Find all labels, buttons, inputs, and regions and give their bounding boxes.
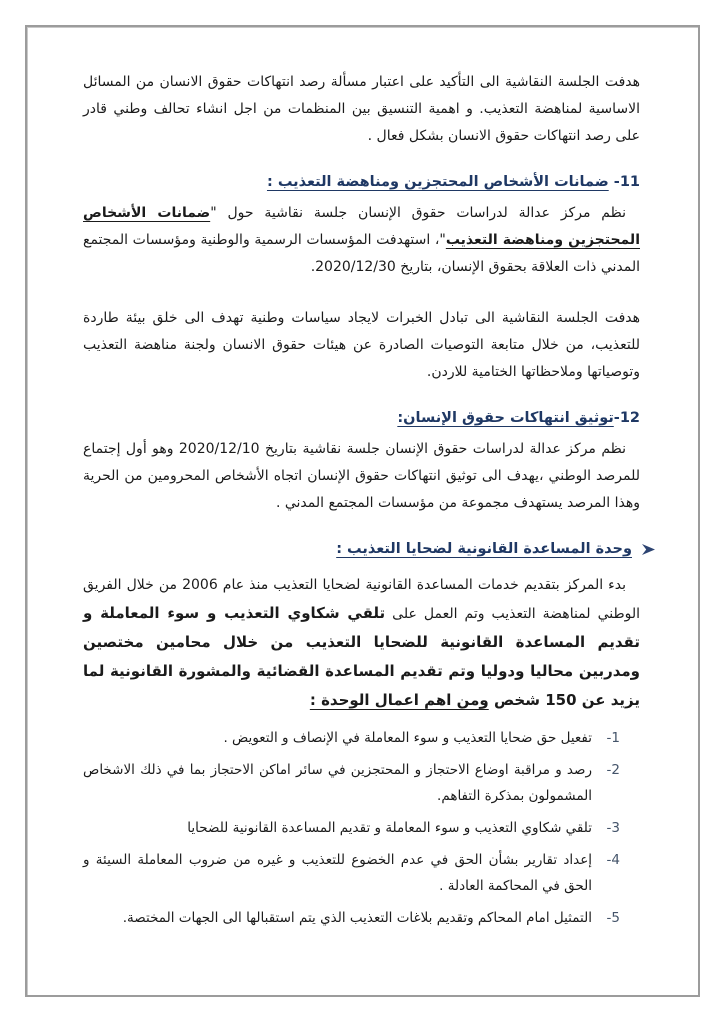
section-11-number: 11-: [613, 174, 640, 190]
section-12-number: 12-: [613, 410, 640, 426]
legal-aid-unit-paragraph: [83, 571, 640, 715]
list-item-text: رصد و مراقبة اوضاع الاحتجاز و المحتجزين في سائر اماكن الاحتجاز بما في ذلك الاشخاص المشمولون بمذكرة التفاهم.: [83, 762, 592, 804]
section-11-paragraph-1: [83, 200, 640, 281]
list-item-number: 1-: [606, 730, 620, 746]
list-item-text: إعداد تقارير بشأن الحق في عدم الخضوع للتعذيب و غيره من ضروب المعاملة السيئة و الحق في المحاكمة العادلة .: [83, 852, 592, 894]
unit-works-list: [83, 725, 620, 931]
section-11-title: ضمانات الأشخاص المحتجزين ومناهضة التعذيب :: [266, 174, 609, 190]
list-item: [83, 847, 620, 899]
page-border-frame: [25, 25, 700, 997]
list-item-number: 4-: [606, 852, 620, 868]
section-11-paragraph-1-end: "، استهدفت المؤسسات الرسمية والوطنية ومؤسسات المجتمع المدني ذات العلاقة بحقوق الإنسان، بتاريخ 2020/12/30.: [83, 232, 640, 275]
list-item-text: تفعيل حق ضحايا التعذيب و سوء المعاملة في الإنصاف و التعويض .: [223, 730, 592, 746]
list-item-number: 3-: [606, 820, 620, 836]
list-item: [83, 725, 620, 751]
document-content: [27, 27, 698, 931]
list-item: [83, 905, 620, 931]
section-11-paragraph-1-start: نظم مركز عدالة لدراسات حقوق الإنسان جلسة نقاشية حول ": [210, 205, 626, 221]
list-item: [83, 815, 620, 841]
list-item: [83, 757, 620, 809]
arrow-bullet-icon: [641, 543, 656, 556]
legal-aid-paragraph-bold: تلقي شكاوي التعذيب و سوء المعاملة و تقديم المساعدة القانونية للضحايا التعذيب من خلال محامين مختصين ومدربين محاليا ودوليا وتم تقديم المساعدة القضائية والمشورة القانونية لما يزيد عن 150 شخص: [83, 604, 640, 709]
list-item-number: 5-: [606, 910, 620, 926]
legal-aid-paragraph-bold-underlined: ومن اهم اعمال الوحدة :: [309, 691, 489, 709]
section-12-heading: [83, 410, 640, 426]
legal-aid-unit-title: وحدة المساعدة القانونية لضحايا التعذيب :: [336, 541, 632, 557]
section-12-paragraph: نظم مركز عدالة لدراسات حقوق الإنسان جلسة نقاشية بتاريخ 2020/12/10 وهو أول إجتماع للمرصد الوطني ،يهدف الى توثيق انتهاكات حقوق الإنسان اتجاه الأشخاص المحرومين من الحرية وهذا المرصد يستهدف مجموعة من مؤسسات المجتمع المدني .: [83, 441, 640, 511]
section-11-heading: [83, 174, 640, 190]
section-12-title: توثيق انتهاكات حقوق الإنسان:: [397, 410, 614, 426]
list-item-number: 2-: [606, 762, 620, 778]
legal-aid-unit-heading: [83, 541, 656, 557]
intro-paragraph: هدفت الجلسة النقاشية الى التأكيد على اعتبار مسألة رصد انتهاكات حقوق الانسان من المسائل الاساسية لمناهضة التعذيب. و اهمية التنسيق بين المنظمات من اجل انشاء تحالف وطني قادر على رصد انتهاكات حقوق الانسان بشكل فعال .: [83, 74, 640, 144]
list-item-text: التمثيل امام المحاكم وتقديم بلاغات التعذيب الذي يتم استقبالها الى الجهات المختصة.: [122, 910, 592, 926]
list-item-text: تلقي شكاوي التعذيب و سوء المعاملة و تقديم المساعدة القانونية للضحايا: [187, 820, 592, 836]
legal-aid-paragraph-regular: بدء المركز بتقديم خدمات المساعدة القانونية لضحايا التعذيب منذ عام 2006 من خلال الفريق الوطني لمناهضة التعذيب وتم العمل على: [83, 577, 640, 622]
section-11-paragraph-1-emphasis: ضمانات الأشخاص المحتجزين ومناهضة التعذيب: [83, 205, 640, 248]
section-11-paragraph-2: هدفت الجلسة النقاشية الى تبادل الخبرات لايجاد سياسات وطنية تهدف الى خلق بيئة طاردة للتعذيب، من خلال متابعة التوصيات الصادرة عن هيئات حقوق الانسان ولجنة مناهضة التعذيب وتوصياتها وملاحظاتها الختامية للاردن.: [83, 310, 640, 380]
